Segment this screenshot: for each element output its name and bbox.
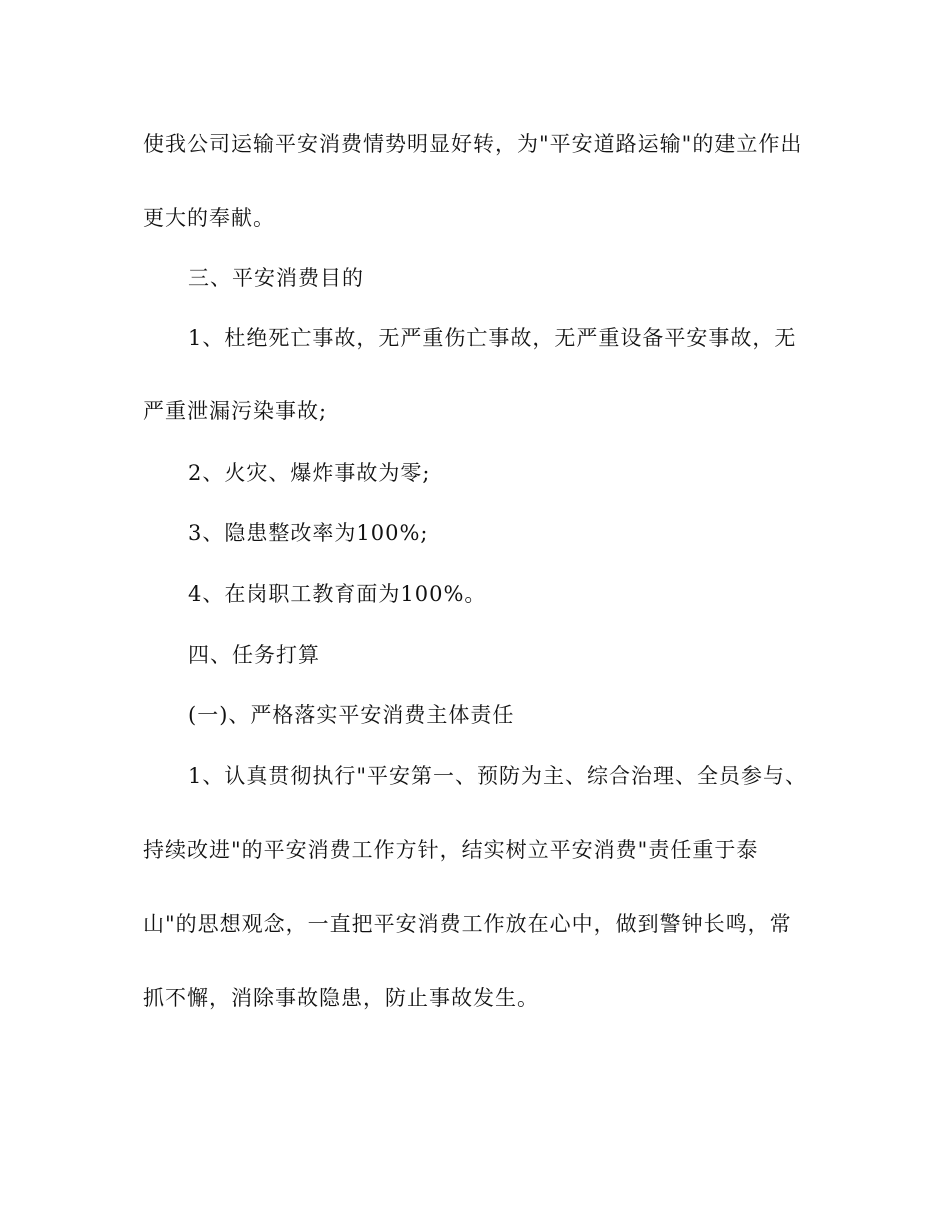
goal-item-4: 4、在岗职工教育面为100%。 — [188, 582, 487, 606]
goal-item-3: 3、隐患整改率为100%; — [188, 521, 429, 545]
goal-item-2: 2、火灾、爆炸事故为零; — [188, 461, 431, 485]
task-item-1-line-4: 抓不懈，消除事故隐患，防止事故发生。 — [143, 986, 539, 1010]
task-item-1-line-3: 山"的思想观念，一直把平安消费工作放在心中，做到警钟长鸣，常 — [143, 912, 792, 936]
paragraph-line-1: 使我公司运输平安消费情势明显好转，为"平安道路运输"的建立作出 — [143, 132, 803, 156]
section-heading-4: 四、任务打算 — [188, 643, 320, 667]
section-heading-3: 三、平安消费目的 — [188, 266, 364, 290]
task-item-1: 1、认真贯彻执行"平安第一、预防为主、综合治理、全员参与、 — [188, 764, 808, 788]
paragraph-line-2: 更大的奉献。 — [143, 206, 275, 230]
goal-item-1-continued: 严重泄漏污染事故; — [143, 399, 328, 423]
subsection-heading-1: (一)、严格落实平安消费主体责任 — [188, 703, 515, 727]
task-item-1-line-2: 持续改进"的平安消费工作方针，结实树立平安消费"责任重于泰 — [143, 838, 759, 862]
goal-item-1: 1、杜绝死亡事故，无严重伤亡事故，无严重设备平安事故，无 — [188, 326, 797, 350]
